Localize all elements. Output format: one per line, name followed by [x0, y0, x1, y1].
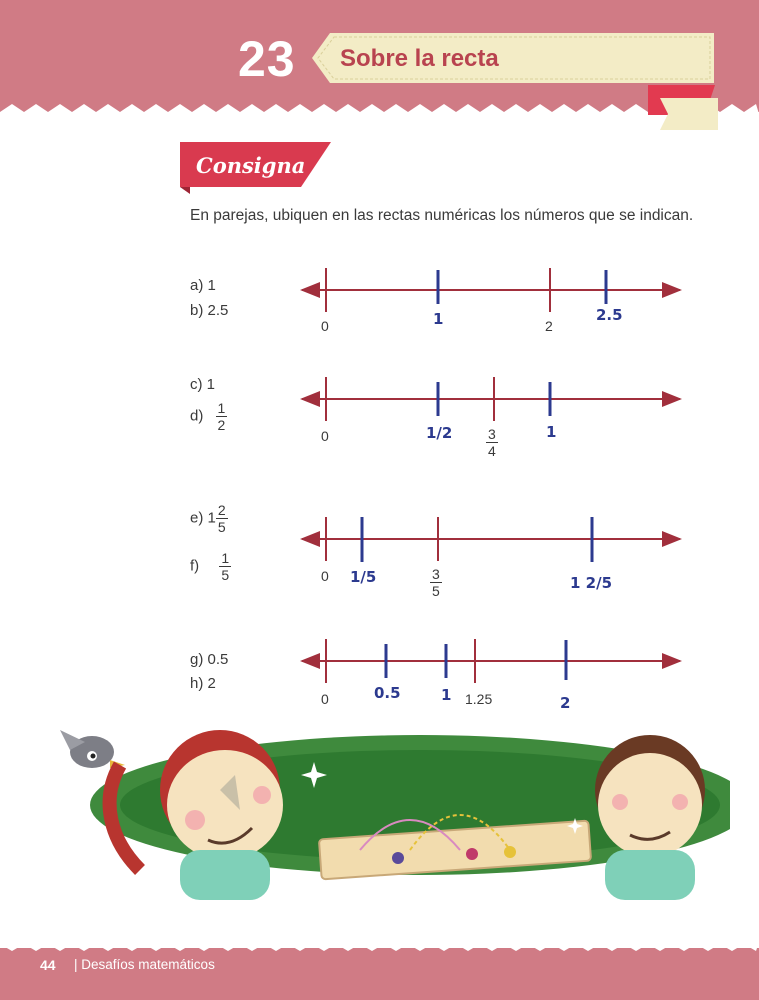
tick-fraction-label: $\frac{3}{5}$ — [432, 566, 440, 599]
number-line-1 — [302, 268, 680, 312]
fraction-e: $\frac{2}{5}$ — [217, 502, 226, 535]
handwritten-answer: 1/5 — [350, 568, 377, 586]
item-g: g) 0.5 — [190, 651, 229, 668]
item-b: b) 2.5 — [190, 302, 229, 319]
tick-label: 1.25 — [465, 691, 493, 707]
book-title: | Desafíos matemáticos — [74, 957, 215, 972]
handwritten-answer: 0.5 — [374, 684, 401, 702]
answer-ticks-1 — [438, 270, 606, 304]
item-a: a) 1 — [190, 277, 216, 294]
tick-label: 0 — [321, 568, 329, 584]
tick-fraction-label: $\frac{3}{4}$ — [488, 426, 496, 459]
footer-band — [0, 948, 759, 1000]
fraction-f: $\frac{1}{5}$ — [221, 550, 230, 583]
handwritten-answer: 2 — [560, 694, 571, 712]
number-line-3 — [302, 517, 680, 561]
number-line-4 — [302, 639, 680, 683]
item-e: e) 1 $\frac{2}{5}$ — [190, 502, 226, 535]
tick-label: 0 — [321, 691, 329, 707]
instruction-text: En parejas, ubiquen en las rectas numéricas los números que se indican. — [190, 207, 694, 224]
footer-zigzag-edge — [0, 942, 759, 954]
handwritten-answer: 1/2 — [426, 424, 453, 442]
page-number: 44 — [40, 957, 56, 973]
tick-label: 2 — [545, 318, 553, 334]
item-c: c) 1 — [190, 376, 216, 393]
tick-label: 0 — [321, 318, 329, 334]
lesson-number: 23 — [238, 31, 296, 87]
handwritten-answer: 1 — [433, 310, 444, 328]
fraction-d: $\frac{1}{2}$ — [217, 400, 226, 433]
boy-icon — [595, 735, 705, 900]
number-line-2 — [302, 377, 680, 421]
handwritten-answer: 1 2/5 — [570, 574, 613, 592]
handwritten-answer: 1 — [546, 423, 557, 441]
tick-label: 0 — [321, 428, 329, 444]
item-h: h) 2 — [190, 675, 216, 692]
item-d: d) $\frac{1}{2}$ — [190, 400, 226, 433]
item-f: f) $\frac{1}{5}$ — [190, 550, 230, 583]
handwritten-answer: 1 — [441, 686, 452, 704]
handwritten-answer: 2.5 — [596, 306, 623, 324]
consigna-label: Consigna — [196, 153, 306, 178]
children-illustration — [30, 710, 730, 910]
lesson-title: Sobre la recta — [340, 45, 499, 72]
